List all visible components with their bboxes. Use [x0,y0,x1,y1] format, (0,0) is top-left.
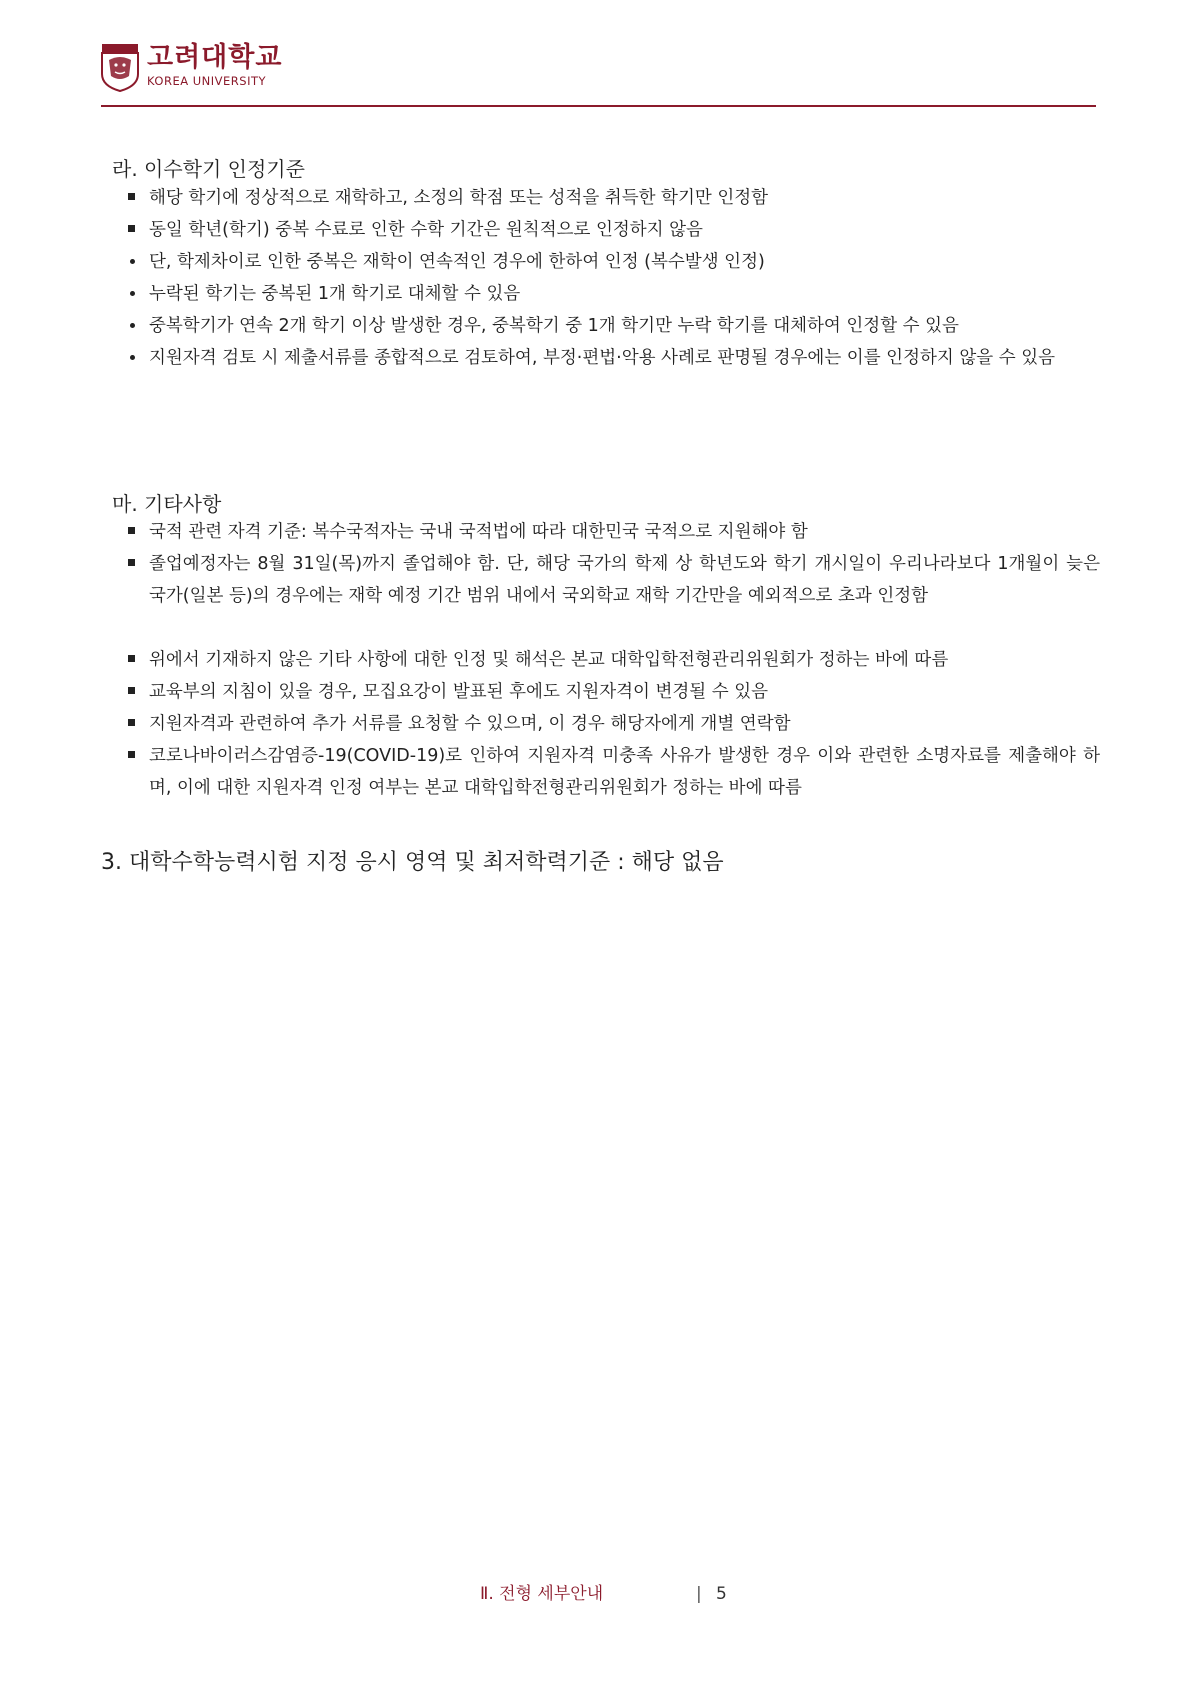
logo-english-name: KOREA UNIVERSITY [147,74,267,88]
square-bullet-icon [128,644,146,676]
page-header [101,40,1096,107]
footer-chapter-label: Ⅱ. 전형 세부안내 [480,1584,604,1604]
dot-bullet-icon [128,278,146,310]
section-heading-ma: 마. 기타사항 [112,492,222,516]
list-item: 위에서 기재하지 않은 기타 사항에 대한 인정 및 해석은 본교 대학입학전형관리위원회가 정하는 바에 따름 [128,644,1100,676]
logo-wordmark [147,42,282,88]
list-item: 교육부의 지침이 있을 경우, 모집요강이 발표된 후에도 지원자격이 변경될 수 있음 [128,676,1100,708]
list-item: 지원자격과 관련하여 추가 서류를 요청할 수 있으며, 이 경우 해당자에게 개별 연락함 [128,708,1100,740]
square-bullet-icon [128,676,146,708]
list-item: 해당 학기에 정상적으로 재학하고, 소정의 학점 또는 성적을 취득한 학기만 인정함 [128,182,1100,214]
list-item: 국적 관련 자격 기준: 복수국적자는 국내 국적법에 따라 대한민국 국적으로 지원해야 함 [128,516,1100,548]
dot-bullet-icon [128,342,146,374]
korea-university-emblem-icon [101,44,139,92]
list-item: 코로나바이러스감염증-19(COVID-19)로 인하여 지원자격 미충족 사유가 발생한 경우 이와 관련한 소명자료를 제출해야 하며, 이에 대한 지원자격 인정 여부는 본교 대학입학전형관리위원회가 정하는 바에 따름 [128,740,1100,804]
logo-korean-name: 고려대학교 [147,42,283,73]
section-heading-ra: 라. 이수학기 인정기준 [112,157,305,181]
list-item: 단, 학제차이로 인한 중복은 재학이 연속적인 경우에 한하여 인정 (복수발생 인정) [128,246,1100,278]
list-item: 지원자격 검토 시 제출서류를 종합적으로 검토하여, 부정·편법·악용 사례로 판명될 경우에는 이를 인정하지 않을 수 있음 [128,342,1100,374]
list-item: 중복학기가 연속 2개 학기 이상 발생한 경우, 중복학기 중 1개 학기만 누락 학기를 대체하여 인정할 수 있음 [128,310,1100,342]
square-bullet-icon [128,708,146,740]
section-3-heading: 3. 대학수학능력시험 지정 응시 영역 및 최저학력기준 : 해당 없음 [101,850,724,875]
square-bullet-icon [128,182,146,214]
header-divider [101,105,1096,107]
list-item: 누락된 학기는 중복된 1개 학기로 대체할 수 있음 [128,278,1100,310]
page-number: 5 [716,1584,727,1604]
list-item: 졸업예정자는 8월 31일(목)까지 졸업해야 함. 단, 해당 국가의 학제 상 학년도와 학기 개시일이 우리나라보다 1개월이 늦은 국가(일본 등)의 경우에는 재학 예정 기간 범위 내에서 국외학교 재학 기간만을 예외적으로 초과 인정함 [128,548,1100,612]
square-bullet-icon [128,516,146,548]
square-bullet-icon [128,214,146,246]
page-footer [0,1582,1190,1606]
square-bullet-icon [128,548,146,580]
list-item: 동일 학년(학기) 중복 수료로 인한 수학 기간은 원칙적으로 인정하지 않음 [128,214,1100,246]
dot-bullet-icon [128,310,146,342]
dot-bullet-icon [128,246,146,278]
footer-separator: | [696,1584,702,1604]
square-bullet-icon [128,740,146,772]
